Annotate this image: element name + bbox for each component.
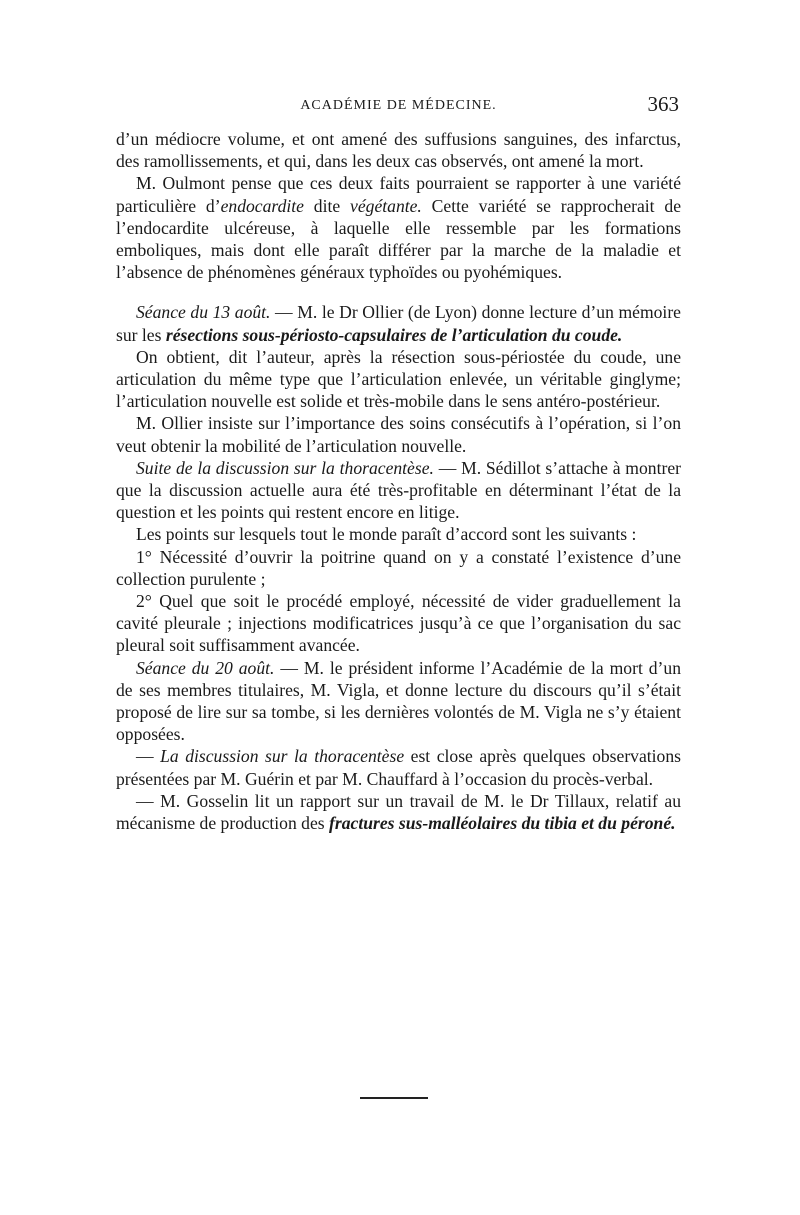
body-text	[116, 128, 681, 834]
paragraph-10-text: — M. le président informe l’Académie de la mort d’un de ses membres titulaires, M. Vigla, et donne lecture du discours qu’il s’était proposé de lire sur sa tombe, si les dernières volontés de M. Vigla ne s’y étaient opposées.	[116, 657, 681, 745]
paragraph-9	[116, 590, 681, 657]
paragraph-12	[116, 790, 681, 834]
paragraph-2-italic-vegetante: végétante.	[350, 195, 422, 216]
paragraph-7-text: Les points sur lesquels tout le monde paraît d’accord sont les suivants :	[136, 524, 637, 545]
paragraph-11-text: est close après quelques observations présentées par M. Guérin et par M. Chauffard à l’occasion du procès-verbal.	[116, 746, 681, 789]
paragraph-7	[116, 523, 681, 545]
paragraph-2	[116, 172, 681, 283]
paragraph-2-text-a: M. Oulmont pense que ces deux faits pourraient se rapporter à une variété particulière d’	[116, 173, 681, 216]
paragraph-1-text: d’un médiocre volume, et ont amené des suffusions sanguines, des infarctus, des ramollissements, et qui, dans les deux cas observés, ont amené la mort.	[116, 129, 681, 172]
paragraph-3-text: — M. le Dr Ollier (de Lyon) donne lecture d’un mémoire sur les	[116, 302, 681, 345]
paragraph-8-text: 1° Nécessité d’ouvrir la poitrine quand on y a constaté l’existence d’une collection purulente ;	[116, 546, 681, 589]
paragraph-1	[116, 128, 681, 172]
paragraph-3-italic-title: résections sous-périosto-capsulaires de l’articulation du coude.	[165, 324, 623, 345]
running-head: ACADÉMIE DE MÉDECINE.	[300, 98, 497, 113]
paragraph-6-text: — M. Sédillot s’attache à montrer que la discussion actuelle aura été très-profitable en déterminant l’état de la question et les points qui restent encore en litige.	[116, 457, 681, 523]
paragraph-3	[116, 301, 681, 345]
section-end-rule	[360, 1097, 428, 1099]
paragraph-6-italic-heading: Suite de la discussion sur la thoracentèse.	[136, 457, 434, 478]
paragraph-2-text-c: Cette variété se rapprocherait de l’endocardite ulcéreuse, à laquelle elle ressemble par les formations emboliques, mais dont elle paraît différer par la marche de la maladie et l’absence de phénomènes généraux typhoïdes ou pyohémiques.	[116, 195, 681, 283]
paragraph-6	[116, 457, 681, 524]
paragraph-4-text: On obtient, dit l’auteur, après la résection sous-périostée du coude, une articulation du même type que l’articulation enlevée, un véritable ginglyme; l’articulation nouvelle est solide et très-mobile dans le sens antéro-postérieur.	[116, 346, 681, 412]
session-date-13-aout: Séance du 13 août.	[136, 302, 271, 323]
paragraph-11-dash: —	[136, 746, 161, 767]
paragraph-5	[116, 412, 681, 456]
paragraph-4	[116, 346, 681, 413]
paragraph-5-text: M. Ollier insiste sur l’importance des soins consécutifs à l’opération, si l’on veut obtenir la mobilité de l’articulation nouvelle.	[116, 413, 681, 456]
session-date-20-aout: Séance du 20 août.	[136, 657, 275, 678]
paragraph-8	[116, 546, 681, 590]
paragraph-10	[116, 657, 681, 746]
paragraph-12-text: — M. Gosselin lit un rapport sur un travail de M. le Dr Tillaux, relatif au mécanisme de production des	[116, 790, 681, 834]
page-number: 363	[647, 92, 679, 116]
paragraph-2-text-b: dite	[303, 195, 351, 216]
paragraph-12-italic-title: fractures sus-malléolaires du tibia et du péroné.	[329, 813, 676, 834]
paragraph-11	[116, 745, 681, 789]
page-header	[116, 92, 681, 124]
paragraph-11-italic-heading: La discussion sur la thoracentèse	[160, 746, 405, 767]
paragraph-2-italic-endocardite: endocardite	[220, 195, 304, 216]
paragraph-9-text: 2° Quel que soit le procédé employé, nécessité de vider graduellement la cavité pleurale ; injections modificatrices jusqu’à ce que l’organisation du sac pleural soit suffisamment avancée.	[116, 591, 681, 656]
